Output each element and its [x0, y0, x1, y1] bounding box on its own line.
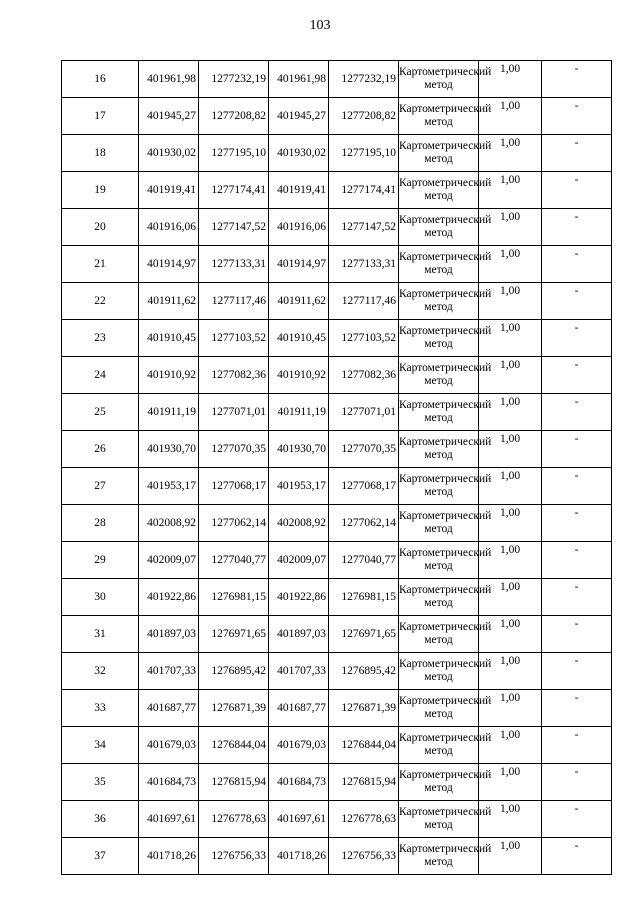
x-coordinate-cell: 401707,33 [139, 653, 199, 690]
point-number-cell: 22 [62, 283, 139, 320]
x-coordinate-cell: 401914,97 [139, 246, 199, 283]
method-cell: Картометрический метод [399, 394, 479, 431]
description-cell: - [542, 283, 612, 320]
x-coordinate-cell: 401916,06 [139, 209, 199, 246]
table-row [62, 431, 612, 468]
point-number-cell: 29 [62, 542, 139, 579]
table-row [62, 394, 612, 431]
table-row [62, 98, 612, 135]
accuracy-cell: 1,00 [479, 135, 542, 172]
accuracy-cell: 1,00 [479, 727, 542, 764]
page-number: 103 [309, 18, 331, 33]
x-coordinate-cell: 401679,03 [139, 727, 199, 764]
point-number-cell: 25 [62, 394, 139, 431]
description-cell: - [542, 542, 612, 579]
point-number-cell: 36 [62, 801, 139, 838]
accuracy-cell: 1,00 [479, 579, 542, 616]
description-cell: - [542, 468, 612, 505]
method-cell: Картометрический метод [399, 98, 479, 135]
method-cell: Картометрический метод [399, 616, 479, 653]
y-coordinate-cell: 1277082,36 [199, 357, 269, 394]
y-coordinate-new-cell: 1277103,52 [329, 320, 399, 357]
accuracy-cell: 1,00 [479, 394, 542, 431]
point-number-cell: 28 [62, 505, 139, 542]
x-coordinate-new-cell: 401922,86 [269, 579, 329, 616]
x-coordinate-new-cell: 401916,06 [269, 209, 329, 246]
y-coordinate-cell: 1277195,10 [199, 135, 269, 172]
description-cell: - [542, 653, 612, 690]
coordinates-table [61, 60, 612, 875]
table-row [62, 801, 612, 838]
x-coordinate-cell: 401910,92 [139, 357, 199, 394]
x-coordinate-cell: 401919,41 [139, 172, 199, 209]
y-coordinate-cell: 1276778,63 [199, 801, 269, 838]
method-cell: Картометрический метод [399, 542, 479, 579]
point-number-cell: 17 [62, 98, 139, 135]
x-coordinate-new-cell: 401930,70 [269, 431, 329, 468]
accuracy-cell: 1,00 [479, 801, 542, 838]
point-number-cell: 16 [62, 61, 139, 98]
table-row [62, 246, 612, 283]
table-row [62, 690, 612, 727]
x-coordinate-new-cell: 401919,41 [269, 172, 329, 209]
description-cell: - [542, 246, 612, 283]
point-number-cell: 21 [62, 246, 139, 283]
point-number-cell: 35 [62, 764, 139, 801]
y-coordinate-new-cell: 1277040,77 [329, 542, 399, 579]
x-coordinate-new-cell: 401914,97 [269, 246, 329, 283]
description-cell: - [542, 690, 612, 727]
description-cell: - [542, 431, 612, 468]
y-coordinate-new-cell: 1277070,35 [329, 431, 399, 468]
point-number-cell: 30 [62, 579, 139, 616]
method-cell: Картометрический метод [399, 579, 479, 616]
y-coordinate-cell: 1276895,42 [199, 653, 269, 690]
y-coordinate-cell: 1277062,14 [199, 505, 269, 542]
y-coordinate-new-cell: 1276815,94 [329, 764, 399, 801]
method-cell: Картометрический метод [399, 468, 479, 505]
point-number-cell: 26 [62, 431, 139, 468]
method-cell: Картометрический метод [399, 320, 479, 357]
accuracy-cell: 1,00 [479, 838, 542, 875]
description-cell: - [542, 616, 612, 653]
x-coordinate-new-cell: 402009,07 [269, 542, 329, 579]
y-coordinate-new-cell: 1276895,42 [329, 653, 399, 690]
table-row [62, 135, 612, 172]
x-coordinate-cell: 401910,45 [139, 320, 199, 357]
method-cell: Картометрический метод [399, 838, 479, 875]
description-cell: - [542, 135, 612, 172]
x-coordinate-cell: 401953,17 [139, 468, 199, 505]
accuracy-cell: 1,00 [479, 764, 542, 801]
y-coordinate-new-cell: 1277195,10 [329, 135, 399, 172]
x-coordinate-new-cell: 401897,03 [269, 616, 329, 653]
point-number-cell: 32 [62, 653, 139, 690]
accuracy-cell: 1,00 [479, 172, 542, 209]
y-coordinate-new-cell: 1276981,15 [329, 579, 399, 616]
x-coordinate-cell: 401718,26 [139, 838, 199, 875]
description-cell: - [542, 320, 612, 357]
point-number-cell: 31 [62, 616, 139, 653]
x-coordinate-cell: 401911,62 [139, 283, 199, 320]
table-row [62, 505, 612, 542]
y-coordinate-new-cell: 1277062,14 [329, 505, 399, 542]
accuracy-cell: 1,00 [479, 283, 542, 320]
table-row [62, 579, 612, 616]
y-coordinate-cell: 1277147,52 [199, 209, 269, 246]
y-coordinate-cell: 1276871,39 [199, 690, 269, 727]
x-coordinate-cell: 401930,70 [139, 431, 199, 468]
y-coordinate-new-cell: 1277208,82 [329, 98, 399, 135]
x-coordinate-new-cell: 401911,19 [269, 394, 329, 431]
y-coordinate-cell: 1276815,94 [199, 764, 269, 801]
x-coordinate-cell: 402008,92 [139, 505, 199, 542]
table-row [62, 616, 612, 653]
method-cell: Картометрический метод [399, 727, 479, 764]
x-coordinate-new-cell: 401707,33 [269, 653, 329, 690]
x-coordinate-new-cell: 401911,62 [269, 283, 329, 320]
y-coordinate-cell: 1277232,19 [199, 61, 269, 98]
y-coordinate-new-cell: 1276871,39 [329, 690, 399, 727]
x-coordinate-new-cell: 401930,02 [269, 135, 329, 172]
method-cell: Картометрический метод [399, 283, 479, 320]
accuracy-cell: 1,00 [479, 209, 542, 246]
method-cell: Картометрический метод [399, 246, 479, 283]
x-coordinate-cell: 401945,27 [139, 98, 199, 135]
table-row [62, 172, 612, 209]
description-cell: - [542, 98, 612, 135]
table-row [62, 542, 612, 579]
x-coordinate-new-cell: 402008,92 [269, 505, 329, 542]
x-coordinate-new-cell: 401679,03 [269, 727, 329, 764]
x-coordinate-new-cell: 401910,45 [269, 320, 329, 357]
accuracy-cell: 1,00 [479, 505, 542, 542]
y-coordinate-cell: 1277070,35 [199, 431, 269, 468]
y-coordinate-new-cell: 1276778,63 [329, 801, 399, 838]
point-number-cell: 19 [62, 172, 139, 209]
y-coordinate-cell: 1276756,33 [199, 838, 269, 875]
table-row [62, 61, 612, 98]
x-coordinate-cell: 401922,86 [139, 579, 199, 616]
y-coordinate-new-cell: 1277174,41 [329, 172, 399, 209]
x-coordinate-new-cell: 401945,27 [269, 98, 329, 135]
method-cell: Картометрический метод [399, 764, 479, 801]
description-cell: - [542, 394, 612, 431]
y-coordinate-cell: 1276971,65 [199, 616, 269, 653]
method-cell: Картометрический метод [399, 690, 479, 727]
description-cell: - [542, 727, 612, 764]
table-row [62, 209, 612, 246]
method-cell: Картометрический метод [399, 61, 479, 98]
method-cell: Картометрический метод [399, 172, 479, 209]
y-coordinate-new-cell: 1277133,31 [329, 246, 399, 283]
table-row [62, 764, 612, 801]
point-number-cell: 23 [62, 320, 139, 357]
accuracy-cell: 1,00 [479, 653, 542, 690]
method-cell: Картометрический метод [399, 209, 479, 246]
table-row [62, 320, 612, 357]
y-coordinate-new-cell: 1276971,65 [329, 616, 399, 653]
y-coordinate-new-cell: 1277147,52 [329, 209, 399, 246]
method-cell: Картометрический метод [399, 357, 479, 394]
y-coordinate-new-cell: 1277071,01 [329, 394, 399, 431]
accuracy-cell: 1,00 [479, 246, 542, 283]
x-coordinate-cell: 401697,61 [139, 801, 199, 838]
y-coordinate-new-cell: 1277068,17 [329, 468, 399, 505]
x-coordinate-new-cell: 401697,61 [269, 801, 329, 838]
x-coordinate-cell: 401897,03 [139, 616, 199, 653]
x-coordinate-cell: 402009,07 [139, 542, 199, 579]
y-coordinate-cell: 1276981,15 [199, 579, 269, 616]
accuracy-cell: 1,00 [479, 431, 542, 468]
method-cell: Картометрический метод [399, 135, 479, 172]
x-coordinate-cell: 401961,98 [139, 61, 199, 98]
x-coordinate-new-cell: 401718,26 [269, 838, 329, 875]
point-number-cell: 24 [62, 357, 139, 394]
accuracy-cell: 1,00 [479, 98, 542, 135]
point-number-cell: 34 [62, 727, 139, 764]
x-coordinate-cell: 401930,02 [139, 135, 199, 172]
table-row [62, 838, 612, 875]
x-coordinate-new-cell: 401687,77 [269, 690, 329, 727]
table-row [62, 727, 612, 764]
table-row [62, 653, 612, 690]
description-cell: - [542, 357, 612, 394]
y-coordinate-new-cell: 1277232,19 [329, 61, 399, 98]
y-coordinate-cell: 1277068,17 [199, 468, 269, 505]
point-number-cell: 27 [62, 468, 139, 505]
method-cell: Картометрический метод [399, 653, 479, 690]
accuracy-cell: 1,00 [479, 320, 542, 357]
description-cell: - [542, 801, 612, 838]
accuracy-cell: 1,00 [479, 616, 542, 653]
table-row [62, 357, 612, 394]
table-row [62, 468, 612, 505]
accuracy-cell: 1,00 [479, 357, 542, 394]
x-coordinate-cell: 401911,19 [139, 394, 199, 431]
x-coordinate-new-cell: 401961,98 [269, 61, 329, 98]
y-coordinate-cell: 1277040,77 [199, 542, 269, 579]
description-cell: - [542, 209, 612, 246]
description-cell: - [542, 838, 612, 875]
y-coordinate-cell: 1277208,82 [199, 98, 269, 135]
x-coordinate-new-cell: 401910,92 [269, 357, 329, 394]
y-coordinate-cell: 1277174,41 [199, 172, 269, 209]
description-cell: - [542, 505, 612, 542]
method-cell: Картометрический метод [399, 801, 479, 838]
x-coordinate-new-cell: 401953,17 [269, 468, 329, 505]
y-coordinate-cell: 1277117,46 [199, 283, 269, 320]
x-coordinate-new-cell: 401684,73 [269, 764, 329, 801]
method-cell: Картометрический метод [399, 431, 479, 468]
y-coordinate-new-cell: 1276756,33 [329, 838, 399, 875]
accuracy-cell: 1,00 [479, 690, 542, 727]
description-cell: - [542, 579, 612, 616]
table-row [62, 283, 612, 320]
y-coordinate-cell: 1276844,04 [199, 727, 269, 764]
table-body [62, 61, 612, 875]
method-cell: Картометрический метод [399, 505, 479, 542]
y-coordinate-new-cell: 1277117,46 [329, 283, 399, 320]
description-cell: - [542, 764, 612, 801]
description-cell: - [542, 172, 612, 209]
accuracy-cell: 1,00 [479, 61, 542, 98]
y-coordinate-new-cell: 1276844,04 [329, 727, 399, 764]
y-coordinate-new-cell: 1277082,36 [329, 357, 399, 394]
accuracy-cell: 1,00 [479, 542, 542, 579]
point-number-cell: 18 [62, 135, 139, 172]
y-coordinate-cell: 1277071,01 [199, 394, 269, 431]
point-number-cell: 20 [62, 209, 139, 246]
point-number-cell: 33 [62, 690, 139, 727]
y-coordinate-cell: 1277103,52 [199, 320, 269, 357]
accuracy-cell: 1,00 [479, 468, 542, 505]
x-coordinate-cell: 401684,73 [139, 764, 199, 801]
description-cell: - [542, 61, 612, 98]
x-coordinate-cell: 401687,77 [139, 690, 199, 727]
point-number-cell: 37 [62, 838, 139, 875]
y-coordinate-cell: 1277133,31 [199, 246, 269, 283]
